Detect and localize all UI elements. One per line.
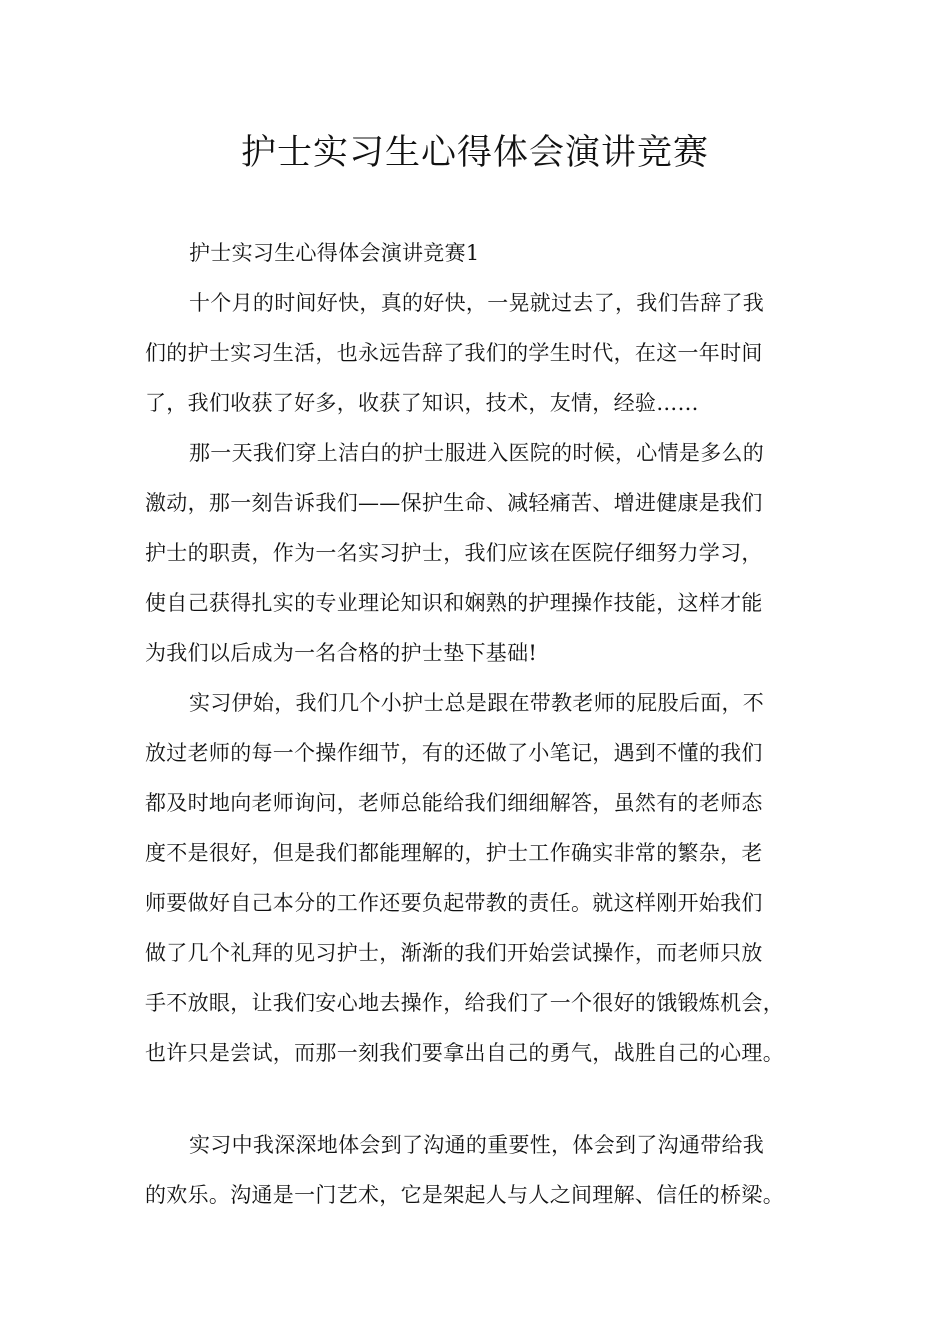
paragraph-line: 为我们以后成为一名合格的护士垫下基础! [145, 641, 538, 665]
paragraph-line: 度不是很好，但是我们都能理解的，护士工作确实非常的繁杂，老 [145, 841, 763, 865]
paragraph-line: 使自己获得扎实的专业理论知识和娴熟的护理操作技能，这样才能 [145, 591, 763, 615]
paragraph-line: 放过老师的每一个操作细节，有的还做了小笔记，遇到不懂的我们 [145, 741, 763, 765]
paragraph-line: 激动，那一刻告诉我们——保护生命、减轻痛苦、增进健康是我们 [145, 491, 763, 515]
paragraph-line: 们的护士实习生活，也永远告辞了我们的学生时代，在这一年时间 [145, 341, 763, 365]
paragraph-line: 的欢乐。沟通是一门艺术，它是架起人与人之间理解、信任的桥梁。 [145, 1183, 784, 1207]
paragraph-2 [145, 428, 825, 678]
paragraph-line: 了，我们收获了好多，收获了知识，技术，友情，经验…… [145, 391, 699, 415]
paragraph-line: 做了几个礼拜的见习护士，渐渐的我们开始尝试操作，而老师只放 [145, 941, 763, 965]
paragraph-line: 手不放眼，让我们安心地去操作，给我们了一个很好的饿锻炼机会， [145, 991, 784, 1015]
paragraph-line: 实习中我深深地体会到了沟通的重要性，体会到了沟通带给我 [189, 1133, 765, 1157]
paragraph-line: 护士的职责，作为一名实习护士，我们应该在医院仔细努力学习， [145, 541, 763, 565]
paragraph-1 [145, 278, 825, 428]
paragraph-line: 都及时地向老师询问，老师总能给我们细细解答，虽然有的老师态 [145, 791, 763, 815]
section-heading: 护士实习生心得体会演讲竞赛1 [189, 241, 480, 265]
paragraph-line: 也许只是尝试，而那一刻我们要拿出自己的勇气，战胜自己的心理。 [145, 1041, 784, 1065]
paragraph-4 [145, 1120, 825, 1220]
paragraph-3 [145, 678, 825, 1078]
paragraph-line: 实习伊始，我们几个小护士总是跟在带教老师的屁股后面，不 [189, 691, 765, 715]
document-title: 护士实习生心得体会演讲竞赛 [240, 133, 709, 173]
section-heading-block [145, 228, 825, 278]
paragraph-line: 十个月的时间好快，真的好快，一晃就过去了，我们告辞了我 [189, 291, 765, 315]
paragraph-line: 那一天我们穿上洁白的护士服进入医院的时候，心情是多么的 [189, 441, 765, 465]
paragraph-line: 师要做好自己本分的工作还要负起带教的责任。就这样刚开始我们 [145, 891, 763, 915]
